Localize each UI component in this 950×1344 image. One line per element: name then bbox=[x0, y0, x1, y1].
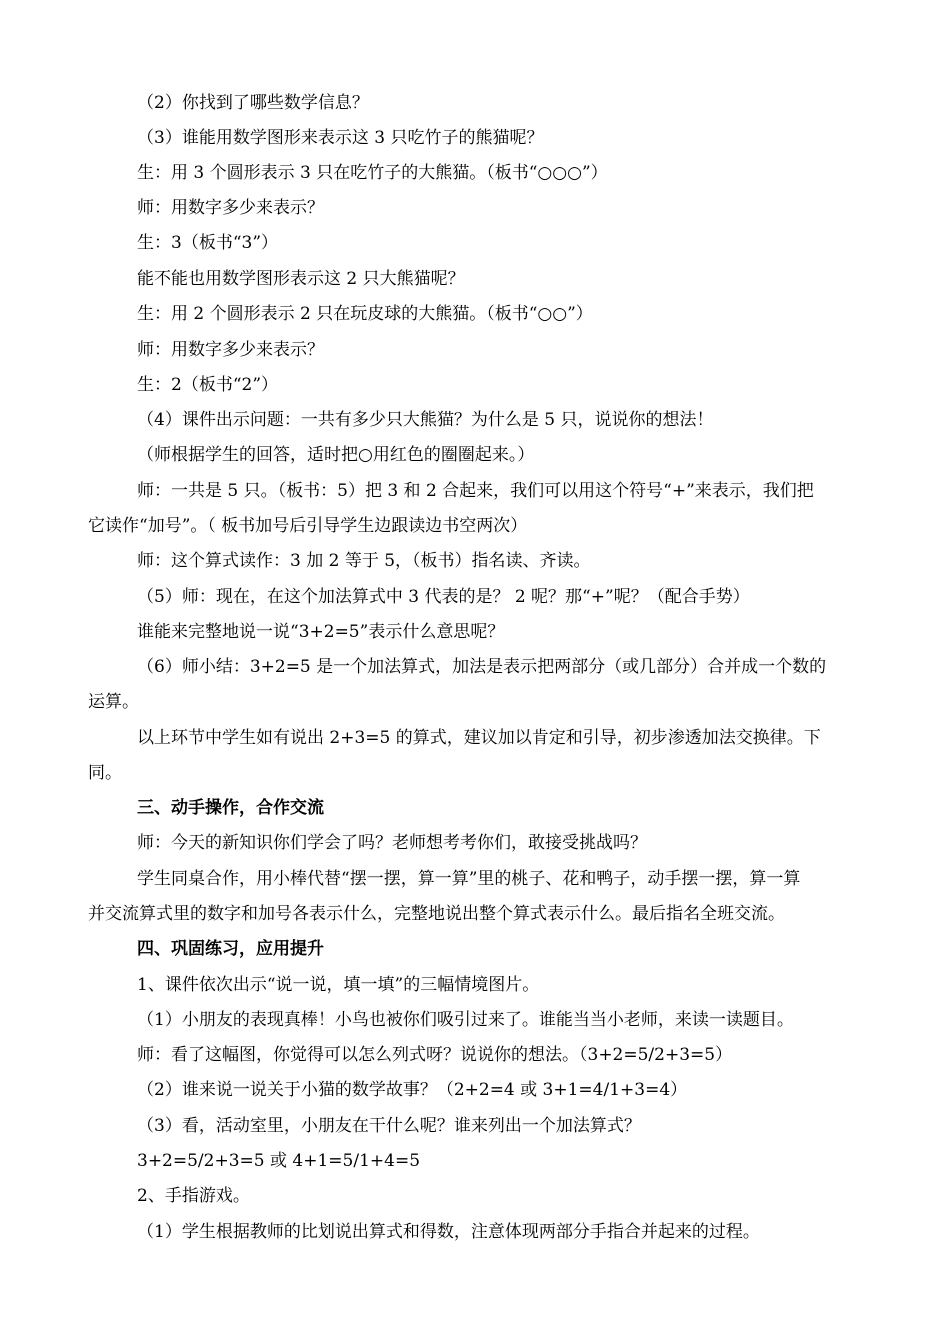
text-line: 学生同桌合作，用小棒代替“摆一摆，算一算”里的桃子、花和鸭子，动手摆一摆，算一算 bbox=[137, 869, 801, 889]
text-line: （2）你找到了哪些数学信息？ bbox=[137, 93, 369, 113]
text-line: （1）小朋友的表现真棒！小鸟也被你们吸引过来了。谁能当当小老师，来读一读题目。 bbox=[137, 1010, 794, 1030]
text-line: 以上环节中学生如有说出 2+3=5 的算式，建议加以肯定和引导，初步渗透加法交换律。下 bbox=[137, 728, 821, 748]
text-line: 师：看了这幅图，你觉得可以怎么列式呀？说说你的想法。（3+2=5/2+3=5） bbox=[137, 1045, 733, 1065]
text-line: 师：用数字多少来表示？ bbox=[137, 340, 324, 360]
text-line: 能不能也用数学图形表示这 2 只大熊猫呢？ bbox=[137, 269, 465, 289]
text-line: （3）看，活动室里，小朋友在干什么呢？谁来列出一个加法算式？ bbox=[137, 1116, 641, 1136]
text-line: 师：今天的新知识你们学会了吗？老师想考考你们，敢接受挑战吗？ bbox=[137, 833, 647, 853]
text-line: 师：一共是 5 只。（板书：5）把 3 和 2 合起来，我们可以用这个符号“+”来表示，我们把 bbox=[137, 481, 814, 501]
text-line: 3+2=5/2+3=5 或 4+1=5/1+4=5 bbox=[137, 1151, 421, 1171]
text-line: 生：用 2 个圆形表示 2 只在玩皮球的大熊猫。（板书“○○”） bbox=[137, 304, 593, 324]
text-line: 生：用 3 个圆形表示 3 只在吃竹子的大熊猫。（板书“○○○”） bbox=[137, 163, 608, 183]
text-line: 2、手指游戏。 bbox=[137, 1186, 250, 1206]
text-line: （5）师：现在，在这个加法算式中 3 代表的是？ 2 呢？那“+”呢？（配合手势） bbox=[137, 587, 750, 607]
text-line: 同。 bbox=[88, 763, 122, 783]
text-line: （6）师小结：3+2=5 是一个加法算式，加法是表示把两部分（或几部分）合并成一个数的 bbox=[137, 657, 827, 677]
text-line: 它读作“加号”。（ 板书加号后引导学生边跟读边书空两次） bbox=[88, 516, 528, 536]
text-line: （2）谁来说一说关于小猫的数学故事？（2+2=4 或 3+1=4/1+3=4） bbox=[137, 1080, 688, 1100]
section-heading: 三、动手操作，合作交流 bbox=[137, 798, 324, 818]
text-line: （4）课件出示问题：一共有多少只大熊猫？为什么是 5 只，说说你的想法！ bbox=[137, 410, 714, 430]
text-line: 生：2（板书“2”） bbox=[137, 375, 279, 395]
text-line: 谁能来完整地说一说“3+2=5”表示什么意思呢？ bbox=[137, 622, 505, 642]
text-line: 师：这个算式读作：3 加 2 等于 5，（板书）指名读、齐读。 bbox=[137, 551, 591, 571]
text-line: （师根据学生的回答，适时把○用红色的圈圈起来。） bbox=[137, 445, 535, 465]
text-line: 运算。 bbox=[88, 692, 139, 712]
text-line: （1）学生根据教师的比划说出算式和得数，注意体现两部分手指合并起来的过程。 bbox=[137, 1222, 760, 1242]
text-line: 1、课件依次出示“说一说，填一填”的三幅情境图片。 bbox=[137, 975, 540, 995]
text-line: 师：用数字多少来表示？ bbox=[137, 198, 324, 218]
text-line: （3）谁能用数学图形来表示这 3 只吃竹子的熊猫呢？ bbox=[137, 128, 544, 148]
text-line: 生：3（板书“3”） bbox=[137, 233, 279, 253]
section-heading: 四、巩固练习，应用提升 bbox=[137, 939, 324, 959]
text-line: 并交流算式里的数字和加号各表示什么，完整地说出整个算式表示什么。最后指名全班交流。 bbox=[88, 904, 785, 924]
